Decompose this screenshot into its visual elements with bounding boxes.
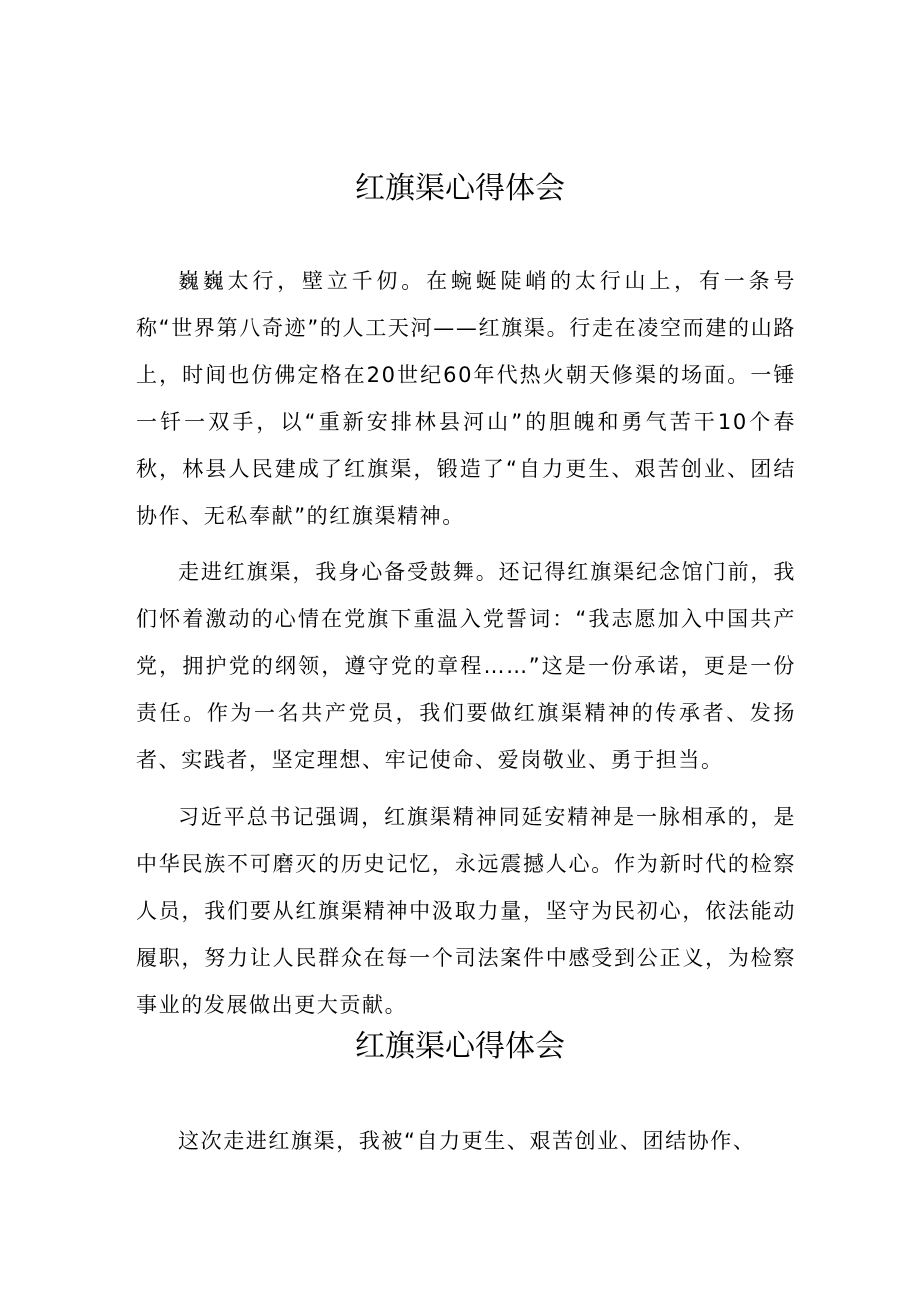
paragraph-3: 习近平总书记强调，红旗渠精神同延安精神是一脉相承的，是中华民族不可磨灭的历史记忆，永远震撼人心。作为新时代的检察人员，我们要从红旗渠精神中汲取力量，坚守为民初心，依法能动履职，努力让人民群众在每一个司法案件中感受到公正义，为检察事业的发展做出更大贡献。	[136, 805, 796, 1017]
document-title: 红旗渠心得体会	[355, 171, 565, 206]
second-document-title: 红旗渠心得体会	[355, 1029, 565, 1064]
paragraph-1: 巍巍太行，壁立千仞。在蜿蜒陡峭的太行山上，有一条号称“世界第八奇迹”的人工天河——红旗渠。行走在凌空而建的山路上，时间也仿佛定格在20世纪60年代热火朝天修渠的场面。一锤一钎一双手，以“重新安排林县河山”的胆魄和勇气苦干10个春秋，林县人民建成了红旗渠，锻造了“自力更生、艰苦创业、团结协作、无私奉献”的红旗渠精神。	[136, 269, 796, 528]
paragraph-2: 走进红旗渠，我身心备受鼓舞。还记得红旗渠纪念馆门前，我们怀着激动的心情在党旗下重温入党誓词：“我志愿加入中国共产党，拥护党的纲领，遵守党的章程……”这是一份承诺，更是一份责任。作为一名共产党员，我们要做红旗渠精神的传承者、发扬者、实践者，坚定理想、牢记使命、爱岗敬业、勇于担当。	[136, 560, 796, 772]
second-section-paragraph-1: 这次走进红旗渠，我被“自力更生、艰苦创业、团结协作、	[178, 1129, 756, 1153]
